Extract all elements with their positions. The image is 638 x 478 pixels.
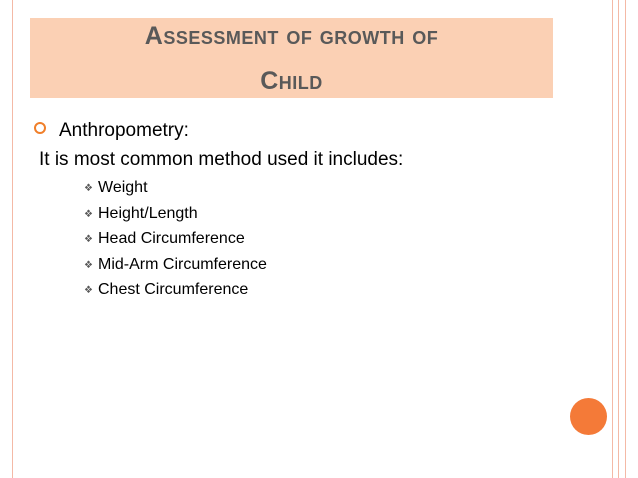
border-line-right-2 bbox=[618, 0, 619, 478]
four-diamond-icon: ❖ bbox=[84, 234, 93, 245]
list-item-text: Height/Length bbox=[98, 204, 198, 222]
list-item-text: Head Circumference bbox=[98, 230, 245, 247]
main-bullet bbox=[34, 118, 189, 144]
main-bullet-text: Anthropometry: bbox=[59, 120, 189, 141]
list-item bbox=[84, 277, 267, 303]
list-item bbox=[84, 175, 267, 201]
border-line-left bbox=[12, 0, 13, 478]
border-line-right-1 bbox=[612, 0, 613, 478]
four-diamond-icon: ❖ bbox=[84, 259, 93, 271]
list-item bbox=[84, 201, 267, 227]
slide-title bbox=[30, 14, 553, 104]
orange-circle-icon bbox=[570, 398, 607, 435]
title-line-1: Assessment of growth of bbox=[144, 22, 439, 50]
four-diamond-icon: ❖ bbox=[84, 183, 93, 194]
hollow-circle-icon bbox=[34, 122, 46, 134]
measurement-list bbox=[84, 175, 267, 303]
four-diamond-icon: ❖ bbox=[84, 208, 93, 220]
list-item-text: Chest Circumference bbox=[98, 281, 249, 298]
four-diamond-icon: ❖ bbox=[84, 285, 93, 296]
list-item bbox=[84, 226, 267, 252]
border-line-right-3 bbox=[625, 0, 626, 478]
title-line-2: Child bbox=[260, 67, 323, 95]
list-item bbox=[84, 252, 267, 278]
list-item-text: Mid-Arm Circumference bbox=[98, 255, 267, 273]
intro-text: It is most common method used it includes: bbox=[39, 149, 404, 170]
list-item-text: Weight bbox=[98, 179, 148, 196]
